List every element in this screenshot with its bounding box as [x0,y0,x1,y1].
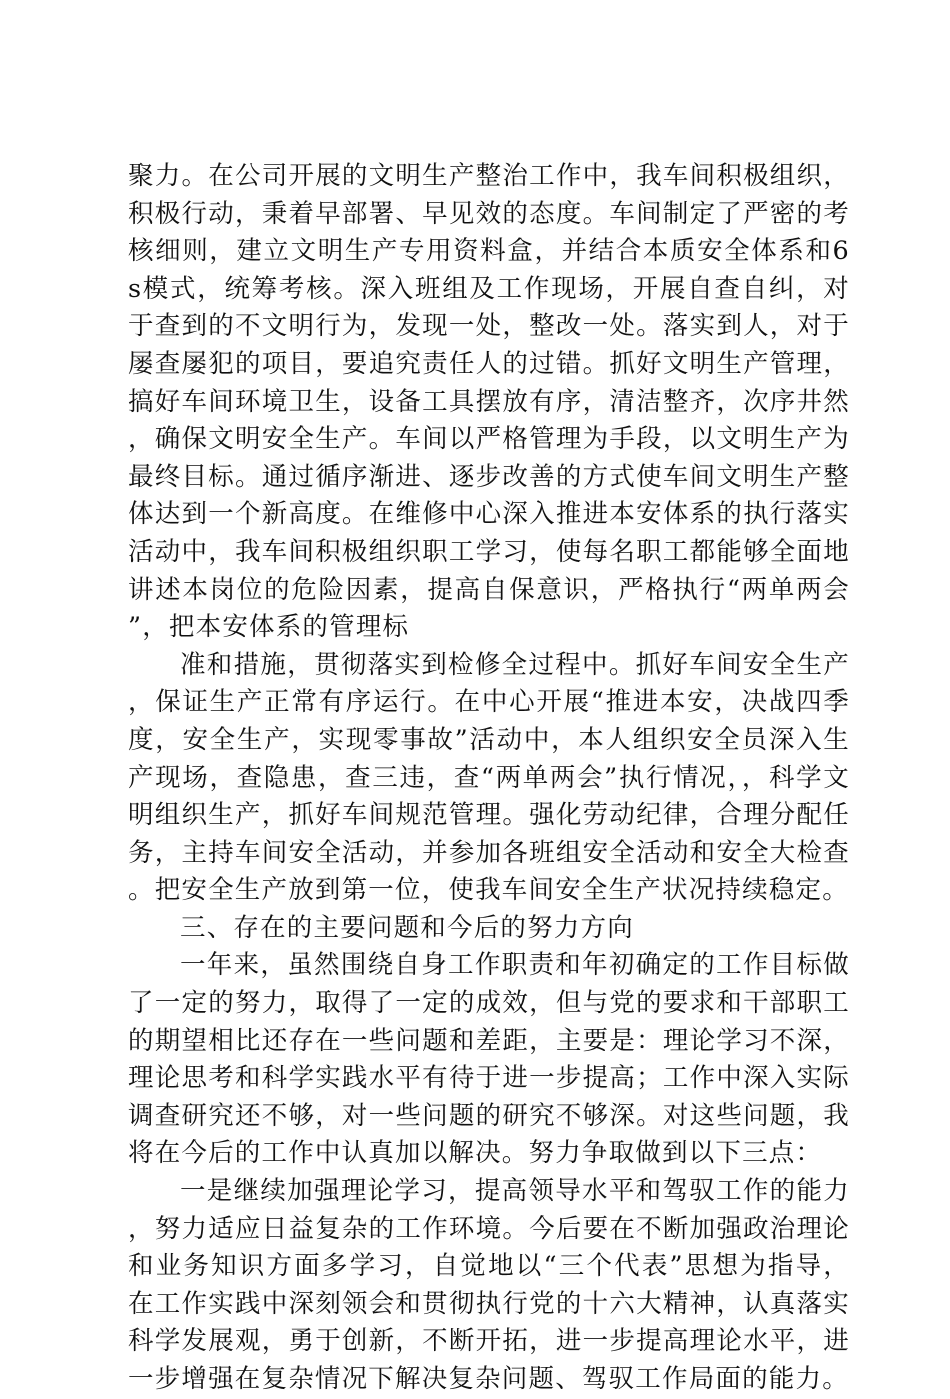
paragraph-1: 聚力。在公司开展的文明生产整治工作中，我车间积极组织，积极行动，秉着早部署、早见效的态度。车间制定了严密的考核细则，建立文明生产专用资料盒，并结合本质安全体系和6s模式，统筹考核。深入班组及工作现场，开展自查自纠，对于查到的不文明行为，发现一处，整改一处。落实到人，对于屡查屡犯的项目，要追究责任人的过错。抓好文明生产管理，搞好车间环境卫生，设备工具摆放有序，清洁整齐，次序井然，确保文明安全生产。车间以严格管理为手段，以文明生产为最终目标。通过循序渐进、逐步改善的方式使车间文明生产整体达到一个新高度。在维修中心深入推进本安体系的执行落实活动中，我车间积极组织职工学习，使每名职工都能够全面地讲述本岗位的危险因素，提高自保意识，严格执行“两单两会”，把本安体系的管理标 [128,161,850,643]
paragraph-4: 一是继续加强理论学习，提高领导水平和驾驭工作的能力，努力适应日益复杂的工作环境。今后要在不断加强政治理论和业务知识方面多学习，自觉地以“三个代表”思想为指导，在工作实践中深刻领会和贯彻执行党的十六大精神，认真落实科学发展观，勇于创新，不断开拓，进一步提高理论水平，进一步增强在复杂情况下解决复杂问题、驾驭工作局面的能力。 [128,1176,850,1394]
document-body [128,158,850,1399]
section-heading: 三、存在的主要问题和今后的努力方向 [180,912,634,943]
paragraph-2: 准和措施，贯彻落实到检修全过程中。抓好车间安全生产，保证生产正常有序运行。在中心开展“推进本安，决战四季度，安全生产，实现零事故”活动中，本人组织安全员深入生产现场，查隐患，查三违，查“两单两会”执行情况，，科学文明组织生产，抓好车间规范管理。强化劳动纪律，合理分配任务，主持车间安全活动，并参加各班组安全活动和安全大检查。把安全生产放到第一位，使我车间安全生产状况持续稳定。 [128,649,850,906]
paragraph-3: 一年来，虽然围绕自身工作职责和年初确定的工作目标做了一定的努力，取得了一定的成效，但与党的要求和干部职工的期望相比还存在一些问题和差距，主要是：理论学习不深，理论思考和科学实践水平有待于进一步提高；工作中深入实际调查研究还不够，对一些问题的研究不够深。对这些问题，我将在今后的工作中认真加以解决。努力争取做到以下三点： [128,950,850,1169]
